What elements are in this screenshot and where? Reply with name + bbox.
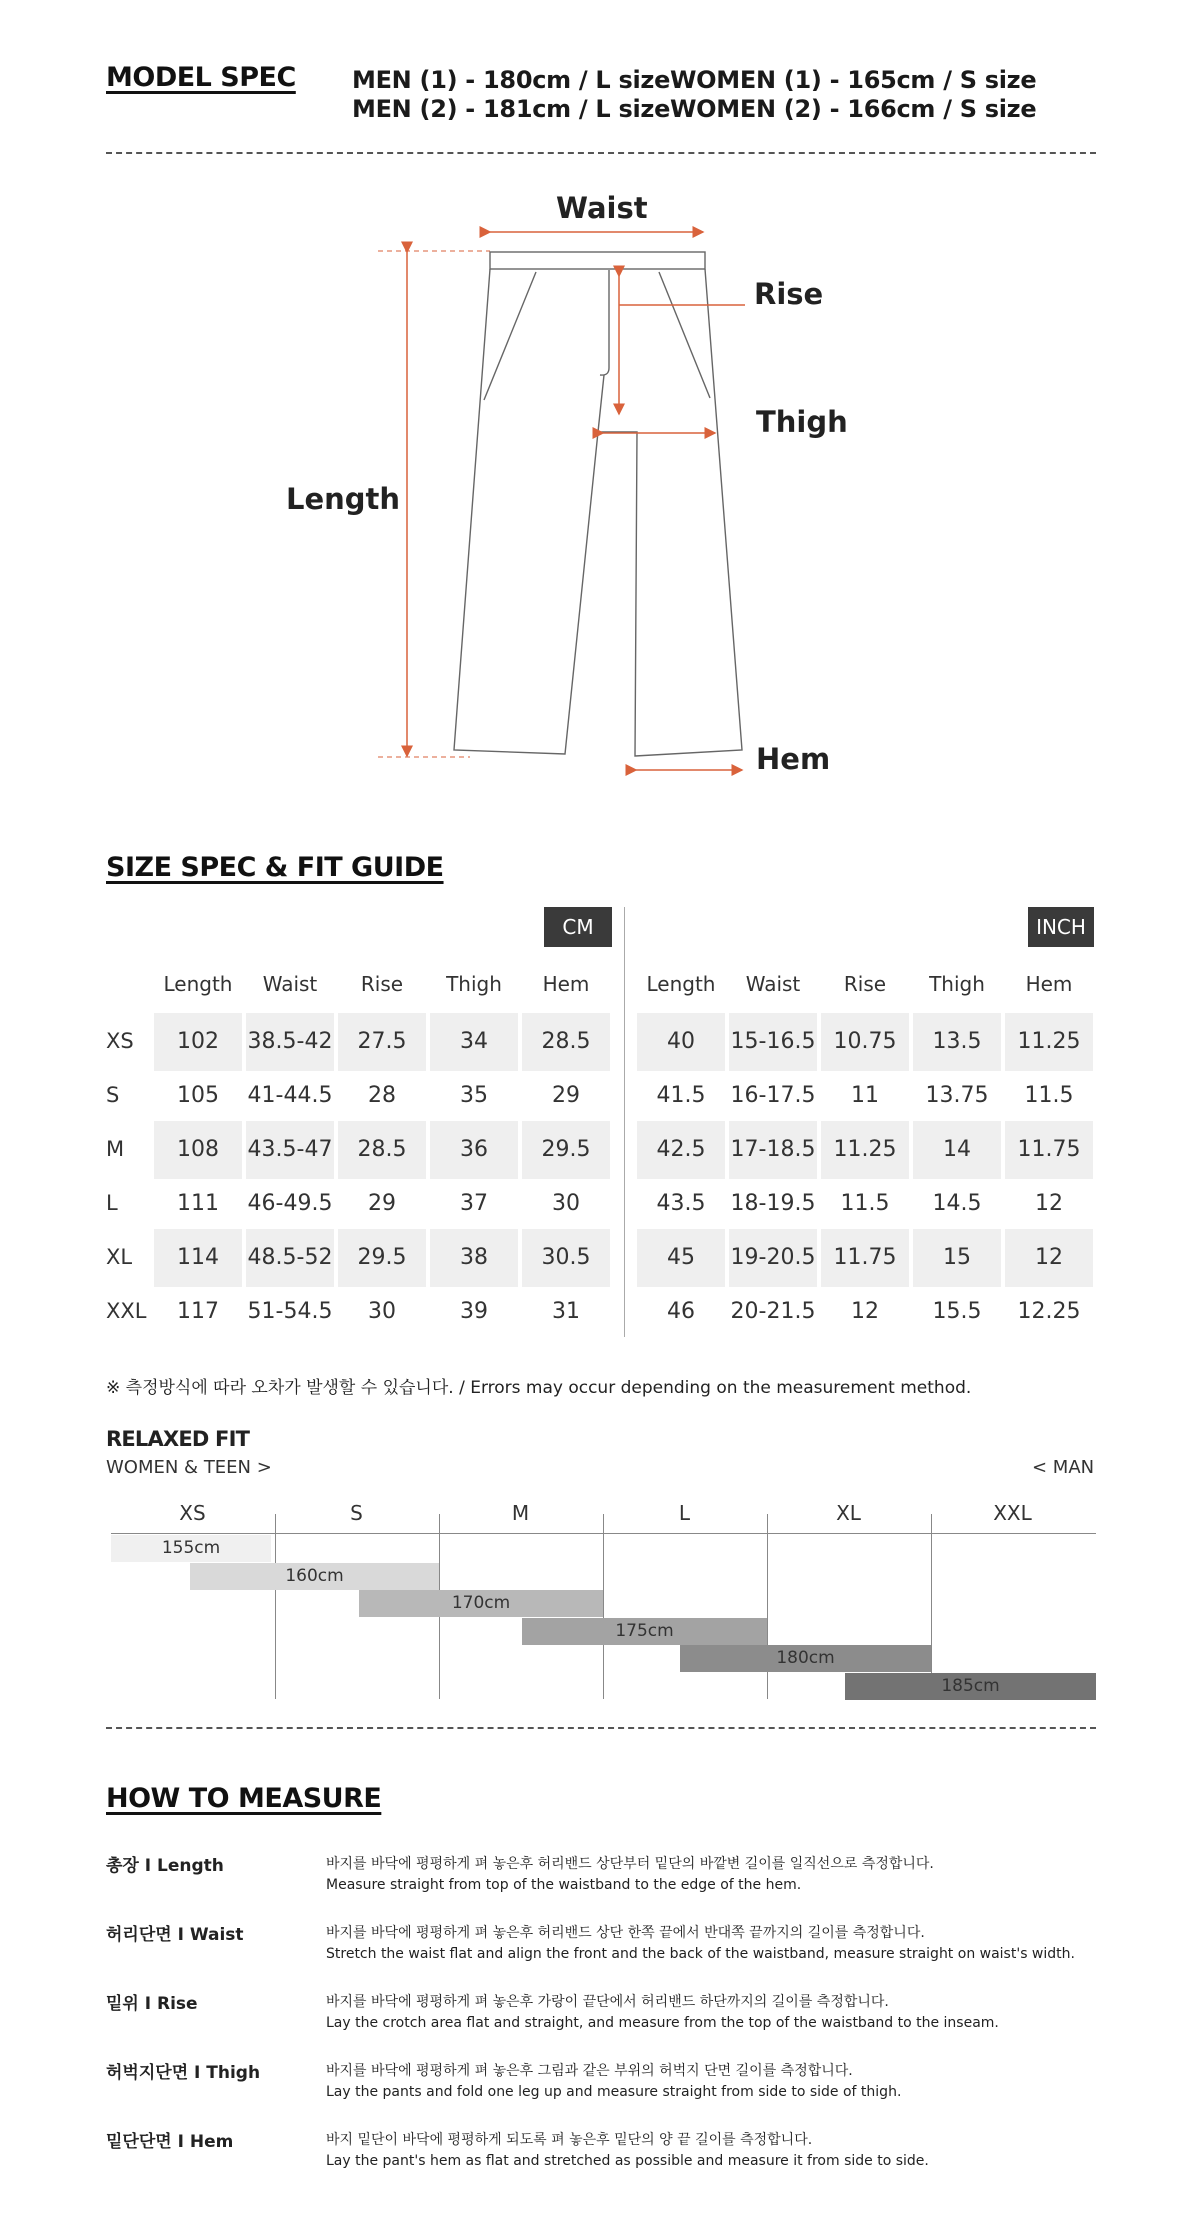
inch-cell: 42.5 [637, 1121, 725, 1179]
size-row-label: L [106, 1191, 118, 1215]
cm-cell: 111 [177, 1191, 219, 1216]
inch-cell: 14.5 [932, 1191, 982, 1216]
fit-height-bar-4: 180cm [680, 1645, 931, 1672]
size-row-label: S [106, 1083, 120, 1107]
size-row-label: M [106, 1137, 125, 1161]
inch-col-header-0: Length [646, 972, 716, 996]
fit-height-bar-5: 185cm [845, 1673, 1096, 1700]
inch-cell: 20-21.5 [730, 1299, 816, 1324]
cm-cell: 29 [368, 1191, 396, 1216]
cm-col-header-4: Hem [542, 972, 590, 996]
thigh-label: Thigh [756, 405, 848, 439]
inch-cell: 13.5 [913, 1013, 1001, 1071]
cm-col-header-2: Rise [360, 972, 404, 996]
fit-height-bar-3: 175cm [522, 1618, 767, 1645]
inch-cell: 12 [851, 1299, 879, 1324]
cm-cell: 38 [430, 1229, 518, 1287]
measure-label: 허벅지단면 I Thigh [106, 2063, 261, 2083]
fit-man-label: < MAN [1032, 1457, 1095, 1478]
measure-desc-en: Stretch the waist flat and align the front and the back of the waistband, measure straight on waist's width. [326, 1946, 1075, 1962]
divider-bottom [106, 1727, 1096, 1729]
measure-label: 총장 I Length [106, 1856, 224, 1876]
cm-cell: 29.5 [338, 1229, 426, 1287]
fit-title: RELAXED FIT [106, 1427, 250, 1451]
measurement-note: ※ 측정방식에 따라 오차가 발생할 수 있습니다. / Errors may occur depending on the measurement method. [106, 1378, 972, 1398]
inch-cell: 13.75 [925, 1083, 989, 1108]
fit-height-bar-1: 160cm [190, 1563, 439, 1590]
table-divider [624, 907, 625, 1337]
inch-cell: 15-16.5 [729, 1013, 817, 1071]
cm-cell: 105 [177, 1083, 219, 1108]
measure-desc-en: Lay the crotch area flat and straight, and measure from the top of the waistband to the inseam. [326, 2015, 999, 2031]
cm-cell: 31 [552, 1299, 580, 1324]
inch-cell: 11.5 [840, 1191, 890, 1216]
inch-col-header-1: Waist [745, 972, 801, 996]
fit-women-label: WOMEN & TEEN > [106, 1457, 272, 1478]
cm-cell: 51-54.5 [247, 1299, 333, 1324]
inch-cell: 12 [1035, 1191, 1063, 1216]
rise-label: Rise [754, 277, 824, 311]
inch-cell: 14 [913, 1121, 1001, 1179]
measure-desc-ko: 바지 밑단이 바닥에 평평하게 되도록 펴 놓은후 밑단의 양 끝 길이를 측정합니다. [326, 2132, 813, 2148]
inch-cell: 17-18.5 [729, 1121, 817, 1179]
model-men-1: MEN (1) - 180cm / L size [352, 66, 671, 94]
fit-size-header-3: L [678, 1501, 691, 1525]
measure-desc-ko: 바지를 바닥에 평평하게 펴 놓은후 허리밴드 상단 한쪽 끝에서 반대쪽 끝까지의 길이를 측정합니다. [326, 1925, 925, 1941]
length-label: Length [286, 482, 401, 516]
inch-cell: 45 [637, 1229, 725, 1287]
cm-cell: 34 [430, 1013, 518, 1071]
inch-col-header-4: Hem [1025, 972, 1073, 996]
fit-height-bar-2: 170cm [359, 1590, 603, 1617]
cm-cell: 30 [368, 1299, 396, 1324]
inch-cell: 19-20.5 [729, 1229, 817, 1287]
model-spec-title: MODEL SPEC [106, 62, 296, 93]
cm-cell: 39 [460, 1299, 488, 1324]
inch-cell: 40 [637, 1013, 725, 1071]
cm-cell: 114 [154, 1229, 242, 1287]
fit-size-header-4: XL [836, 1501, 861, 1525]
inch-cell: 18-19.5 [730, 1191, 816, 1216]
cm-cell: 30 [552, 1191, 580, 1216]
measure-label: 밑위 I Rise [106, 1994, 198, 2014]
inch-cell: 41.5 [656, 1083, 706, 1108]
inch-col-header-3: Thigh [929, 972, 985, 996]
cm-cell: 35 [460, 1083, 488, 1108]
inch-col-header-2: Rise [843, 972, 887, 996]
model-men-2: MEN (2) - 181cm / L size [352, 95, 671, 123]
inch-cell: 11.75 [821, 1229, 909, 1287]
cm-col-header-0: Length [163, 972, 233, 996]
cm-cell: 108 [154, 1121, 242, 1179]
cm-cell: 30.5 [522, 1229, 610, 1287]
inch-cell: 15 [913, 1229, 1001, 1287]
cm-cell: 28.5 [338, 1121, 426, 1179]
cm-cell: 48.5-52 [246, 1229, 334, 1287]
inch-cell: 11 [851, 1083, 879, 1108]
fit-height-bar-0: 155cm [111, 1535, 271, 1562]
cm-cell: 28 [368, 1083, 396, 1108]
cm-cell: 36 [430, 1121, 518, 1179]
inch-cell: 43.5 [656, 1191, 706, 1216]
fit-separator [275, 1514, 276, 1699]
cm-cell: 38.5-42 [246, 1013, 334, 1071]
measure-label: 허리단면 I Waist [106, 1925, 244, 1945]
cm-cell: 41-44.5 [247, 1083, 333, 1108]
inch-cell: 11.25 [1005, 1013, 1093, 1071]
inch-cell: 16-17.5 [730, 1083, 816, 1108]
inch-cell: 11.5 [1024, 1083, 1074, 1108]
cm-col-header-3: Thigh [446, 972, 502, 996]
cm-cell: 37 [460, 1191, 488, 1216]
inch-badge: INCH [1028, 907, 1094, 947]
inch-cell: 10.75 [821, 1013, 909, 1071]
cm-cell: 102 [154, 1013, 242, 1071]
cm-col-header-1: Waist [262, 972, 318, 996]
inch-cell: 46 [667, 1299, 695, 1324]
model-women-2: WOMEN (2) - 166cm / S size [670, 95, 1037, 123]
cm-cell: 29.5 [522, 1121, 610, 1179]
size-row-label: XL [106, 1245, 133, 1269]
fit-size-header-5: XXL [993, 1501, 1032, 1525]
pants-outline [454, 252, 742, 756]
measure-desc-en: Measure straight from top of the waistband to the edge of the hem. [326, 1877, 802, 1893]
how-to-title: HOW TO MEASURE [106, 1783, 382, 1814]
cm-cell: 46-49.5 [247, 1191, 333, 1216]
cm-cell: 27.5 [338, 1013, 426, 1071]
cm-cell: 29 [552, 1083, 580, 1108]
measure-desc-ko: 바지를 바닥에 평평하게 펴 놓은후 가랑이 끝단에서 허리밴드 하단까지의 길이를 측정합니다. [326, 1994, 889, 2010]
measure-desc-en: Lay the pant's hem as flat and stretched as possible and measure it from side to side. [326, 2153, 929, 2169]
measure-desc-en: Lay the pants and fold one leg up and measure straight from side to side of thigh. [326, 2084, 902, 2100]
measure-desc-ko: 바지를 바닥에 평평하게 펴 놓은후 그림과 같은 부위의 허벅지 단면 길이를 측정합니다. [326, 2063, 853, 2079]
cm-cell: 43.5-47 [246, 1121, 334, 1179]
fit-size-header-1: S [350, 1501, 363, 1525]
pants-diagram [0, 0, 1200, 800]
inch-cell: 11.75 [1005, 1121, 1093, 1179]
fit-separator [931, 1514, 932, 1699]
cm-cell: 117 [177, 1299, 219, 1324]
fit-separator [603, 1514, 604, 1699]
inch-cell: 12.25 [1017, 1299, 1081, 1324]
cm-cell: 28.5 [522, 1013, 610, 1071]
hem-label: Hem [756, 742, 831, 776]
size-spec-title: SIZE SPEC & FIT GUIDE [106, 852, 444, 883]
measure-desc-ko: 바지를 바닥에 평평하게 펴 놓은후 허리밴드 상단부터 밑단의 바깥변 길이를 일직선으로 측정합니다. [326, 1856, 934, 1872]
fit-size-header-2: M [511, 1501, 530, 1525]
inch-cell: 12 [1005, 1229, 1093, 1287]
fit-size-header-0: XS [179, 1501, 206, 1525]
size-row-label: XXL [106, 1299, 147, 1323]
waist-label: Waist [556, 191, 648, 225]
measure-label: 밑단단면 I Hem [106, 2132, 234, 2152]
size-row-label: XS [106, 1029, 134, 1053]
model-women-1: WOMEN (1) - 165cm / S size [670, 66, 1037, 94]
cm-badge: CM [544, 907, 612, 947]
inch-cell: 11.25 [821, 1121, 909, 1179]
inch-cell: 15.5 [932, 1299, 982, 1324]
